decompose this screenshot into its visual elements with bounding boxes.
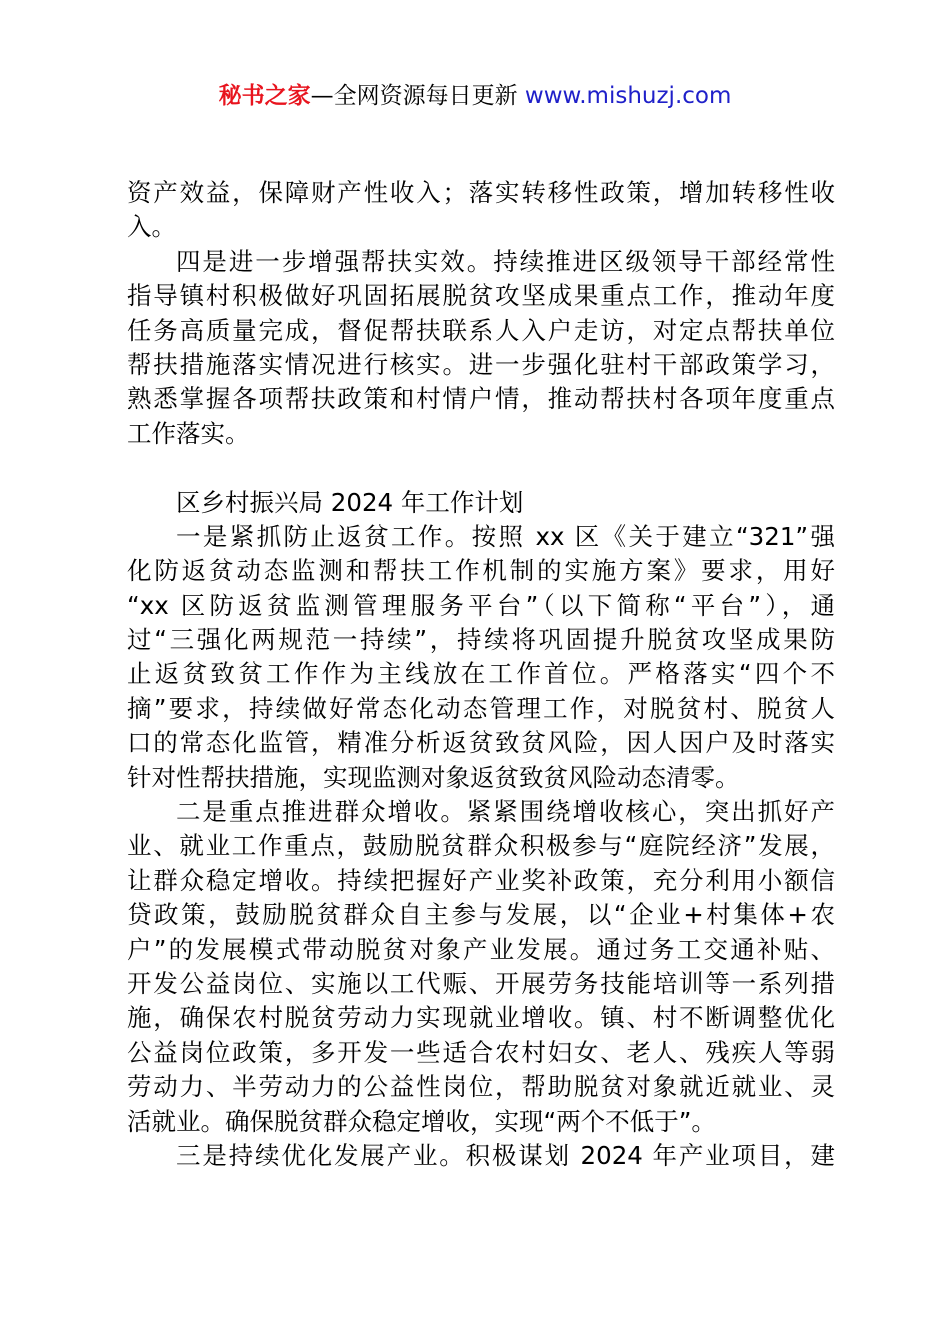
paragraph-income-growth (127, 795, 835, 1139)
text-line: 公益岗位政策，多开发一些适合农村妇女、老人、残疾人等弱 (127, 1037, 835, 1067)
site-header (0, 80, 950, 112)
text-line: 开发公益岗位、实施以工代赈、开展劳务技能培训等一系列措 (127, 968, 835, 998)
text-line: 熟悉掌握各项帮扶政策和村情户情，推动帮扶村各项年度重点 (127, 384, 835, 414)
blank-line (127, 451, 835, 485)
paragraph-prevent-poverty-return (127, 520, 835, 795)
text-line: 活就业。确保脱贫群众稳定增收，实现“两个不低于”。 (127, 1106, 716, 1136)
document-body (127, 176, 835, 1173)
text-line: 四是进一步增强帮扶实效。持续推进区级领导干部经常性 (176, 246, 835, 276)
paragraph-industry-development (127, 1139, 835, 1173)
site-url-link[interactable]: www.mishuzj.com (524, 83, 732, 109)
section-title: 区乡村振兴局 2024 年工作计划 (176, 487, 524, 517)
paragraph-assistance-effect (127, 245, 835, 451)
text-line: 劳动力、半劳动力的公益性岗位，帮助脱贫对象就近就业、灵 (127, 1072, 835, 1102)
text-line: 化防返贫动态监测和帮扶工作机制的实施方案》要求，用好 (127, 556, 835, 586)
text-line: 三是持续优化发展产业。积极谋划 2024 年产业项目，建 (176, 1140, 835, 1170)
text-line: 帮扶措施落实情况进行核实。进一步强化驻村干部政策学习， (127, 349, 835, 379)
brand-name: 秘书之家 (218, 83, 311, 109)
header-tagline: —全网资源每日更新 (310, 83, 525, 109)
text-line: 施，确保农村脱贫劳动力实现就业增收。镇、村不断调整优化 (127, 1003, 835, 1033)
text-line: 贷政策，鼓励脱贫群众自主参与发展，以“企业+村集体+农 (127, 900, 835, 930)
text-line: 工作落实。 (127, 418, 250, 448)
text-line: 口的常态化监管，精准分析返贫致贫风险，因人因户及时落实 (127, 728, 835, 758)
text-line: 止返贫致贫工作作为主线放在工作首位。严格落实“四个不 (127, 659, 835, 689)
text-line: 让群众稳定增收。持续把握好产业奖补政策，充分利用小额信 (127, 865, 835, 895)
text-line: 指导镇村积极做好巩固拓展脱贫攻坚成果重点工作，推动年度 (127, 281, 835, 311)
text-line: 一是紧抓防止返贫工作。按照 xx 区《关于建立“321”强 (176, 521, 835, 551)
text-line: “xx 区防返贫监测管理服务平台”（以下简称“平台”），通 (127, 590, 835, 620)
text-line: 资产效益，保障财产性收入；落实转移性政策，增加转移性收 (127, 178, 835, 207)
text-line: 针对性帮扶措施，实现监测对象返贫致贫风险动态清零。 (127, 762, 740, 792)
text-line: 入。 (127, 212, 176, 242)
text-line: 过“三强化两规范一持续”，持续将巩固提升脱贫攻坚成果防 (127, 625, 835, 655)
text-line: 户”的发展模式带动脱贫对象产业发展。通过务工交通补贴、 (127, 934, 835, 964)
text-line: 摘”要求，持续做好常态化动态管理工作，对脱贫村、脱贫人 (127, 693, 835, 723)
text-line: 任务高质量完成，督促帮扶联系人入户走访，对定点帮扶单位 (127, 315, 835, 345)
text-line: 二是重点推进群众增收。紧紧围绕增收核心，突出抓好产 (176, 797, 835, 827)
text-line: 业、就业工作重点，鼓励脱贫群众积极参与“庭院经济”发展， (127, 831, 835, 861)
paragraph-income-policy (127, 176, 835, 245)
